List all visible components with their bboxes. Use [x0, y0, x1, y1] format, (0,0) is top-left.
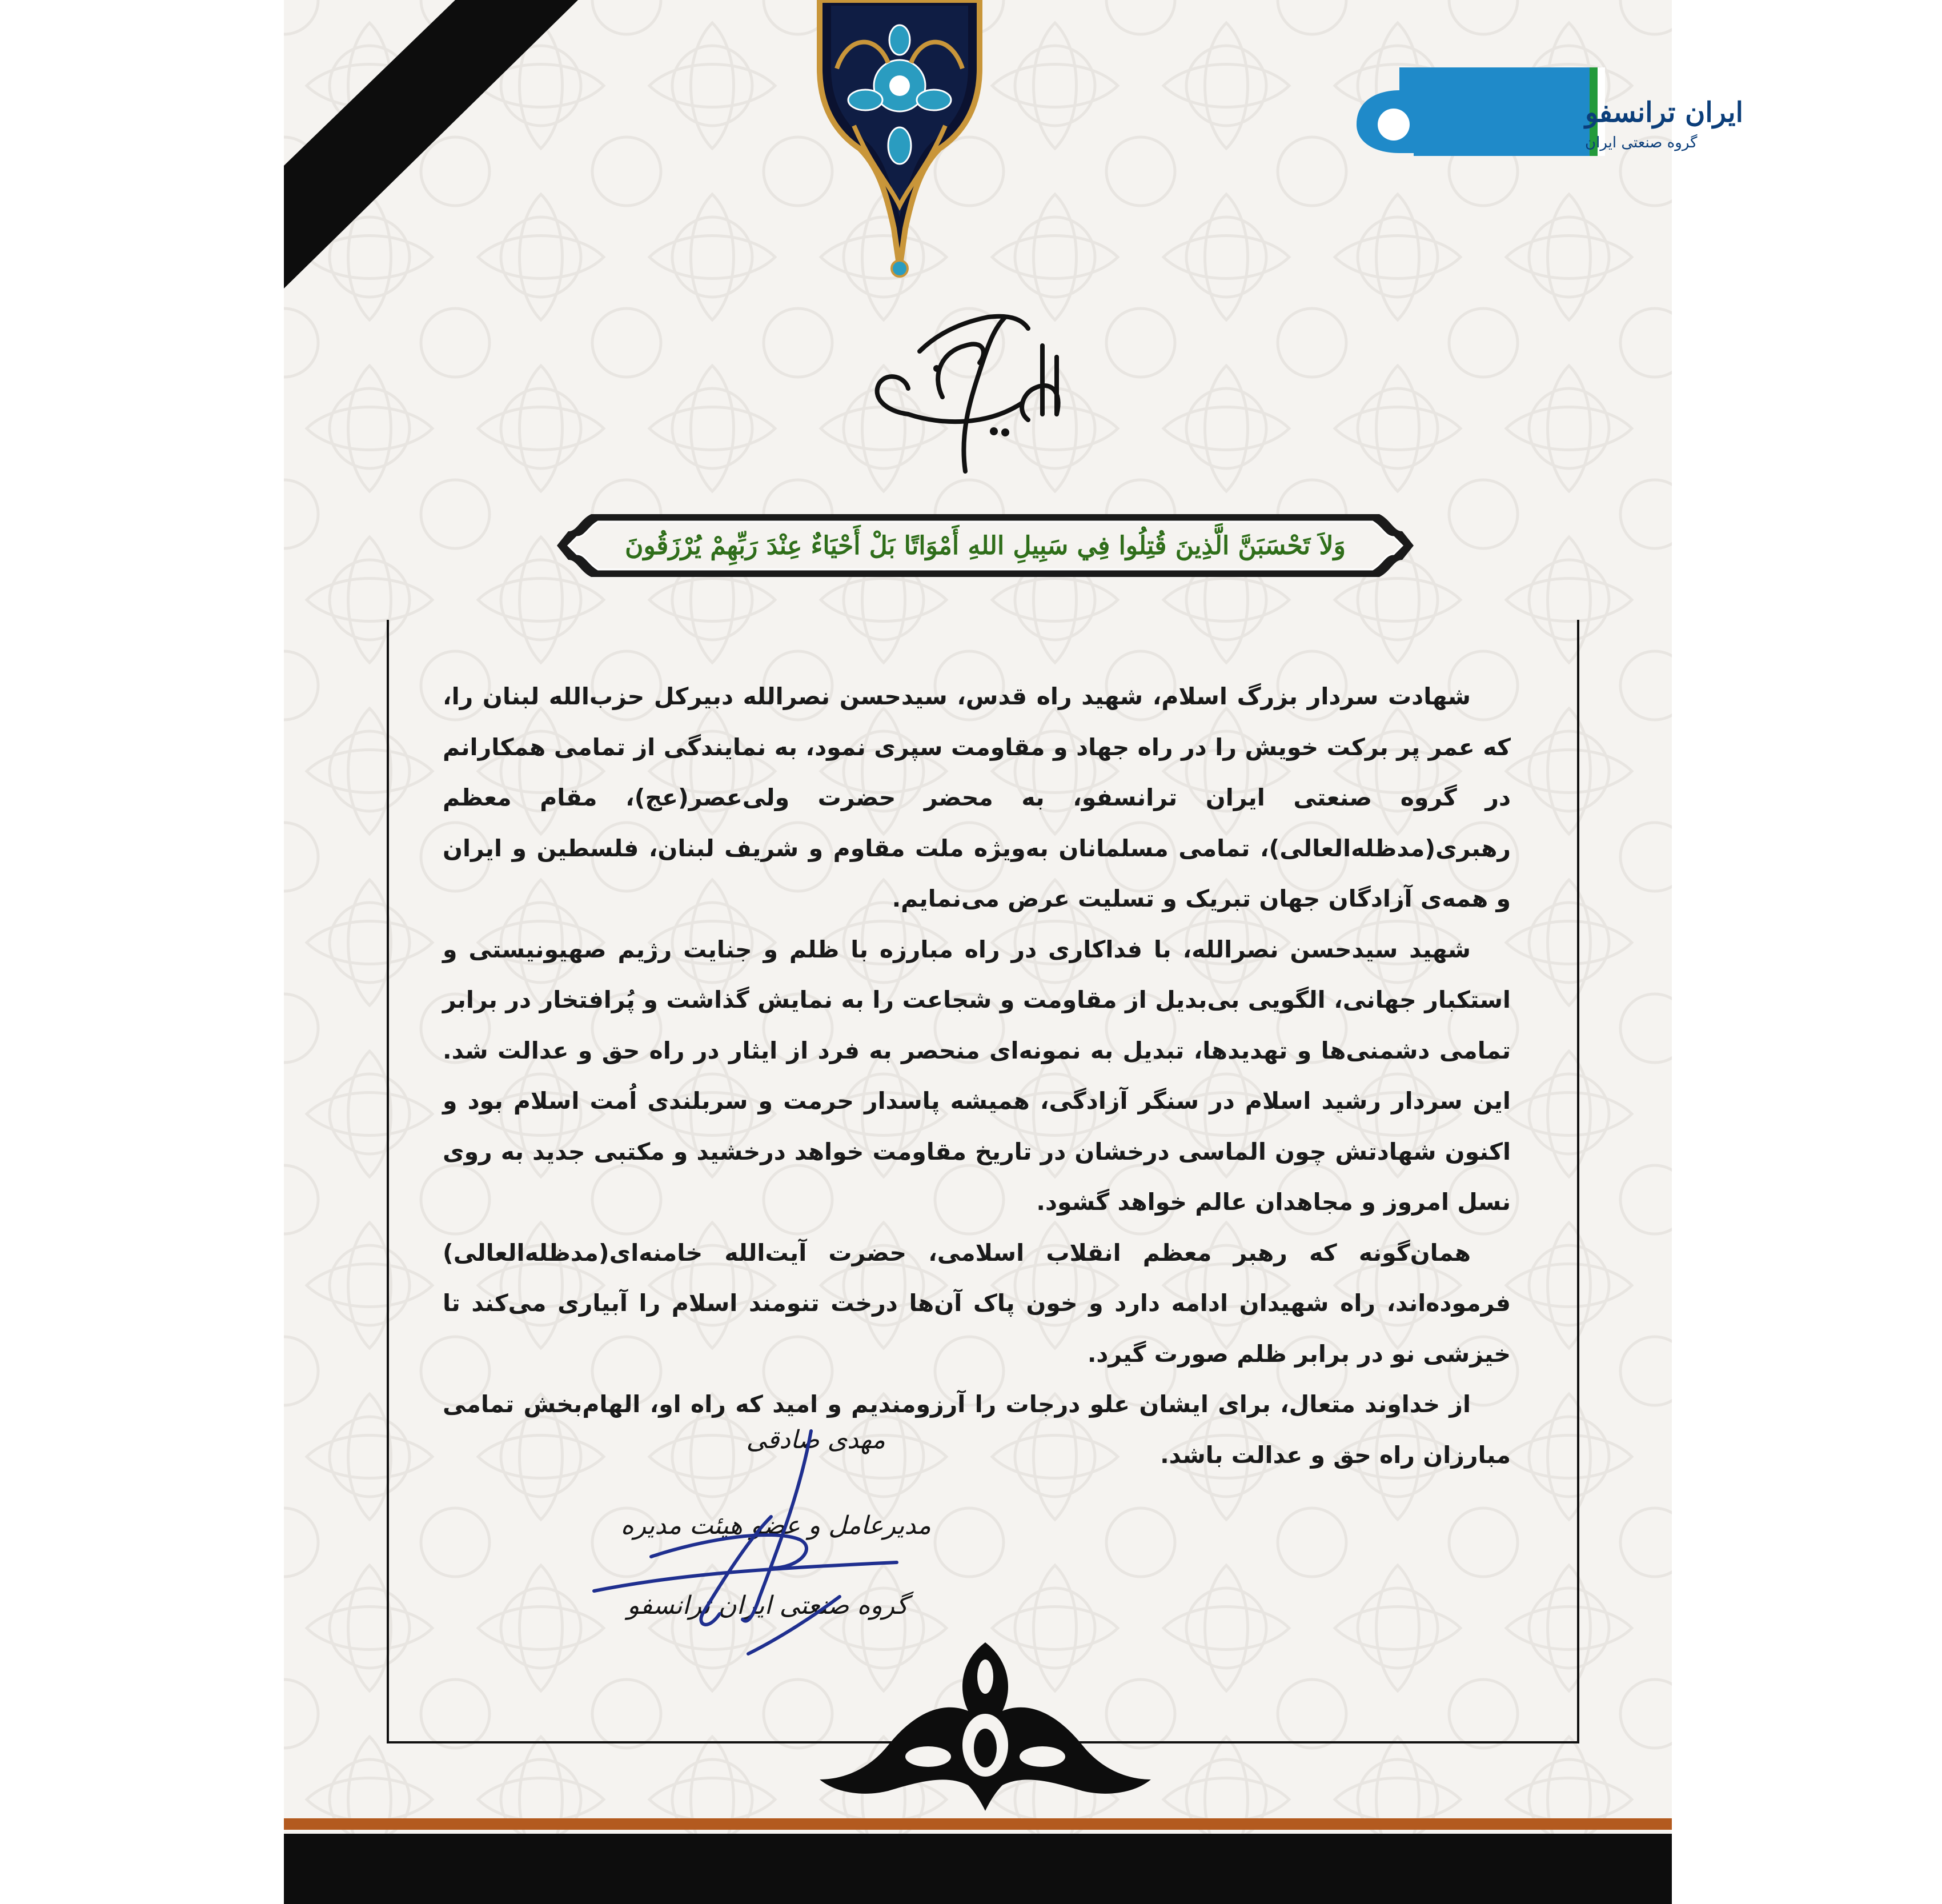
- handwritten-signature: [531, 1425, 931, 1665]
- mourning-ribbon: [284, 0, 604, 297]
- letter-content: [443, 671, 1511, 1480]
- bismillah-calligraphy: [851, 283, 1080, 477]
- quran-verse: وَلاَ تَحْسَبَنَّ الَّذِينَ قُتِلُوا فِي سَبِيلِ اللهِ أَمْوَاتًا بَلْ أَحْيَاءٌ عِنْدَ رَبِّهِمْ يُرْزَقُونَ: [625, 531, 1346, 560]
- signature-block: [531, 1425, 931, 1665]
- bottom-ornament: [814, 1637, 1157, 1814]
- paragraph-martyr-tribute: شهید سیدحسن نصرالله، با فداکاری در راه مبارزه با ظلم و جنایت رژیم صهیونیستی و استکبار جهانی، الگویی بی‌بدیل از مقاومت و شجاعت را به نمایش گذاشت و پُرافتخار در برابر تمامی دشمنی‌ها و تهدیدها، تبدیل به نمونه‌ای منحصر به فرد از ایثار در راه حق و عدالت شد. این سردار رشید اسلام در سنگر آزادگی، همیشه پاسدار حرمت و سربلندی اُمت اسلام بود و اکنون شهادتش چون الماسی درخشان در تاریخ مقاومت خواهد درخشید و مکتبی جدید به روی نسل امروز و مجاهدان عالم خواهد گشود.: [443, 935, 1511, 1216]
- top-tile-ornament: [814, 0, 985, 280]
- paragraph-leader-quote: همان‌گونه که رهبر معظم انقلاب اسلامی، حضرت آیت‌الله خامنه‌ای(مدظله‌العالی) فرموده‌اند، راه شهیدان ادامه دارد و خون پاک آن‌ها درخت تنومند اسلام را آبیاری می‌کند تا خیزشی نو در برابر ظلم صورت گیرد.: [443, 1238, 1511, 1368]
- footer-accent-bar: [284, 1818, 1672, 1830]
- signer-organization: گروه صنعتی ایران ترانسفو: [627, 1591, 908, 1620]
- logo-text: ایران ترانسفو: [1585, 97, 1743, 129]
- signer-name: مهدی صادقی: [746, 1425, 885, 1454]
- company-logo: [1357, 67, 1743, 156]
- paragraph-prayer: از خداوند متعال، برای ایشان علو درجات را آرزومندیم و امید که راه او، الهام‌بخش تمامی مبارزان راه حق و عدالت باشد.: [443, 1390, 1511, 1469]
- paragraph-condolence: شهادت سردار بزرگ اسلام، شهید راه قدس، سیدحسن نصرالله دبیرکل حزب‌الله لبنان را، که عمر پر برکت خویش را در راه جهاد و مقاومت سپری نمود، به نمایندگی از تمامی همکارانم در گروه صنعتی ایران ترانسفو، به محضر حضرت ولی‌عصر(عج)، مقام معظم رهبری(مدظله‌العالی)، تمامی مسلمانان به‌ویژه ملت مقاوم و شریف لبنان، فلسطین و ایران و همه‌ی آزادگان جهان تبریک و تسلیت عرض می‌نمایم.: [443, 683, 1511, 912]
- logo-subtext: گروه صنعتی ایران: [1585, 134, 1698, 151]
- footer-bar: [284, 1834, 1672, 1904]
- signer-title: مدیرعامل و عضو هیئت مدیره: [620, 1511, 931, 1540]
